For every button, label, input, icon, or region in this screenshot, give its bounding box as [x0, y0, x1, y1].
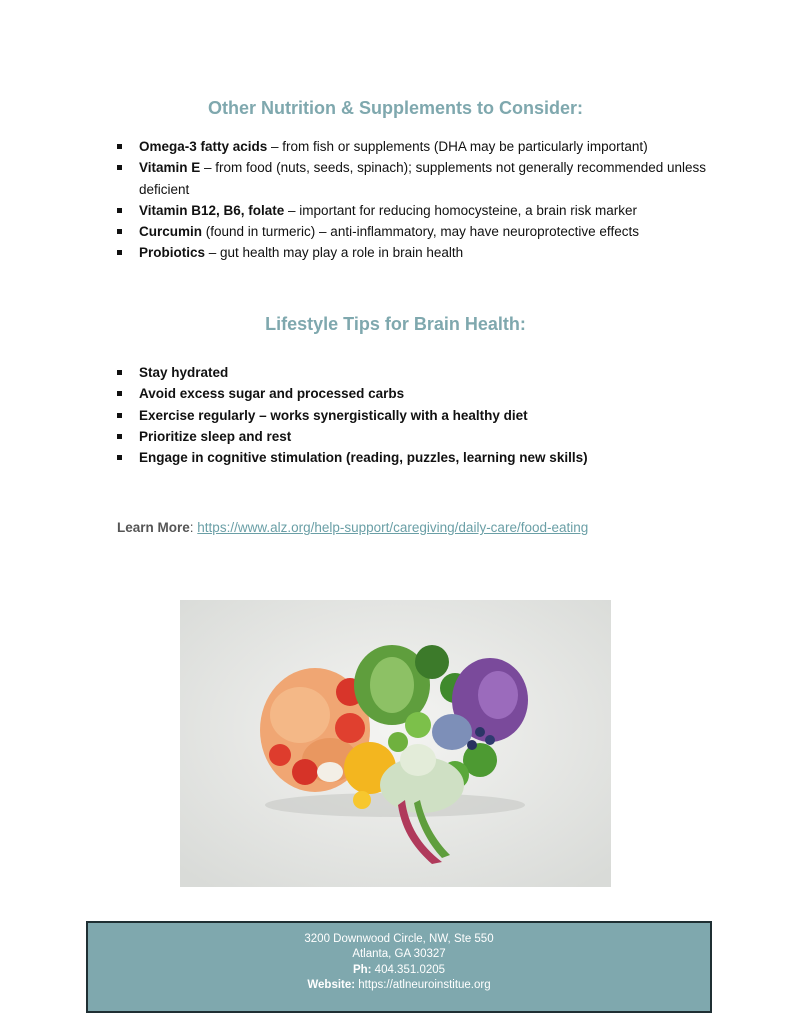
item-term: Omega-3 fatty acids: [139, 139, 268, 154]
footer-website: [88, 978, 710, 993]
list-item: [117, 242, 707, 263]
item-description: – gut health may play a role in brain health: [205, 245, 464, 261]
item-term: Curcumin: [139, 224, 203, 240]
item-description: (found in turmeric) – anti-inflammatory, may have neuroprotective effects: [202, 224, 639, 240]
list-item: [117, 200, 707, 221]
lifestyle-heading: Lifestyle Tips for Brain Health:: [265, 314, 526, 334]
item-description: – important for reducing homocysteine, a brain risk marker: [284, 202, 637, 218]
list-item: [117, 136, 707, 157]
footer-contact: [86, 921, 712, 1013]
nutrition-list: [117, 136, 707, 264]
list-item: [117, 221, 707, 242]
learn-more-separator: :: [189, 520, 198, 535]
list-item: Prioritize sleep and rest: [117, 426, 707, 447]
list-item: Exercise regularly – works synergistically with a healthy diet: [117, 405, 707, 426]
footer-phone: [88, 963, 710, 978]
nutrition-heading: Other Nutrition & Supplements to Consider:: [207, 98, 583, 118]
footer-address-line1: 3200 Downwood Circle, NW, Ste 550: [304, 933, 494, 945]
item-term: Vitamin B12, B6, folate: [139, 202, 285, 218]
item-description: – from fish or supplements (DHA may be particularly important): [267, 139, 648, 154]
item-term: Probiotics: [139, 245, 206, 261]
learn-more-label: Learn More: [117, 520, 190, 535]
website-url[interactable]: https://atlneuroinstitue.org: [355, 978, 491, 991]
list-item: Stay hydrated: [117, 362, 707, 383]
website-label: Website:: [307, 978, 356, 991]
brain-vegetables-image: [180, 600, 611, 887]
item-term: Vitamin E: [139, 160, 201, 176]
phone-number: 404.351.0205: [371, 963, 446, 976]
lifestyle-list: [117, 362, 707, 468]
list-item: Engage in cognitive stimulation (reading, puzzles, learning new skills): [117, 447, 707, 468]
footer-address-line2: Atlanta, GA 30327: [352, 948, 446, 961]
phone-label: Ph:: [352, 963, 372, 976]
learn-more: [117, 520, 588, 535]
list-item: Avoid excess sugar and processed carbs: [117, 383, 707, 404]
list-item: [117, 157, 707, 200]
learn-more-link[interactable]: https://www.alz.org/help-support/caregiving/daily-care/food-eating: [197, 520, 589, 535]
item-description: – from food (nuts, seeds, spinach); supplements not generally recommended unless deficient: [139, 160, 707, 197]
